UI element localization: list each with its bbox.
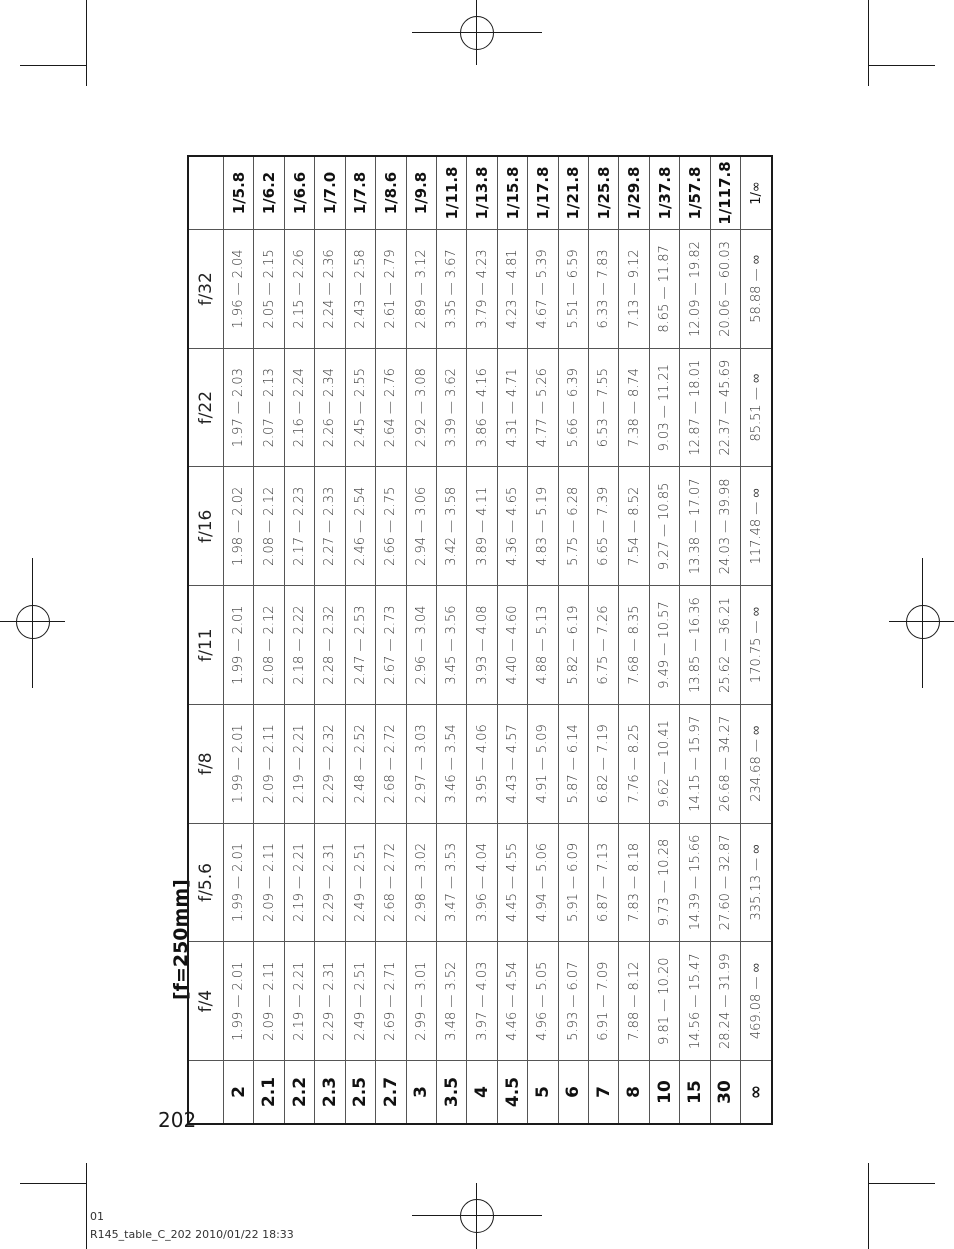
dof-range-cell: 9.62 — 10.41 (649, 704, 679, 823)
dof-range-cell: 14.15 — 15.97 (680, 704, 710, 823)
dof-range-cell: 2.49 — 2.51 (345, 823, 375, 942)
magnification-cell: 1/6.6 (284, 156, 314, 230)
dof-range-cell: 2.07 — 2.13 (254, 348, 284, 467)
registration-mark-top (460, 16, 494, 50)
dof-range-cell: 4.96 — 5.05 (528, 942, 558, 1061)
table-row (680, 156, 710, 1124)
dof-range-cell: 2.16 — 2.24 (284, 348, 314, 467)
dof-range-cell: 22.37 — 45.69 (710, 348, 740, 467)
table-row (467, 156, 497, 1124)
dof-range-cell: 3.39 — 3.62 (436, 348, 466, 467)
dof-range-cell: 2.08 — 2.12 (254, 467, 284, 586)
dof-range-cell: 27.60 — 32.87 (710, 823, 740, 942)
dof-range-cell: 6.87 — 7.13 (589, 823, 619, 942)
distance-cell: 5 (528, 1061, 558, 1125)
distance-cell: 2.2 (284, 1061, 314, 1125)
dof-range-cell: 6.82 — 7.19 (589, 704, 619, 823)
dof-range-cell: 1.99 — 2.01 (224, 586, 254, 705)
distance-cell: 2.3 (315, 1061, 345, 1125)
table-row (558, 156, 588, 1124)
dof-range-cell: 13.38 — 17.07 (680, 467, 710, 586)
magnification-cell: 1/15.8 (497, 156, 527, 230)
dof-range-cell: 4.77 — 5.26 (528, 348, 558, 467)
magnification-cell: 1/37.8 (649, 156, 679, 230)
magnification-cell: 1/7.0 (315, 156, 345, 230)
dof-range-cell: 2.09 — 2.11 (254, 823, 284, 942)
dof-range-cell: 4.40 — 4.60 (497, 586, 527, 705)
dof-range-cell: 4.91 — 5.09 (528, 704, 558, 823)
dof-range-cell: 5.75 — 6.28 (558, 467, 588, 586)
distance-cell: 8 (619, 1061, 649, 1125)
dof-range-cell: 2.66 — 2.75 (376, 467, 406, 586)
dof-range-cell: 9.03 — 11.21 (649, 348, 679, 467)
dof-range-cell: 1.99 — 2.01 (224, 823, 254, 942)
dof-range-cell: 3.35 — 3.67 (436, 230, 466, 349)
dof-range-cell: 2.26 — 2.34 (315, 348, 345, 467)
table-row (406, 156, 436, 1124)
table-row (649, 156, 679, 1124)
dof-range-cell: 7.38 — 8.74 (619, 348, 649, 467)
dof-range-cell: 6.65 — 7.39 (589, 467, 619, 586)
table-row (710, 156, 740, 1124)
magnification-cell: 1/∞ (741, 156, 772, 230)
dof-range-cell: 2.67 — 2.73 (376, 586, 406, 705)
table-row (436, 156, 466, 1124)
registration-mark-left (16, 605, 50, 639)
dof-range-cell: 2.43 — 2.58 (345, 230, 375, 349)
table-row (589, 156, 619, 1124)
dof-range-cell: 26.68 — 34.27 (710, 704, 740, 823)
dof-range-cell: 6.75 — 7.26 (589, 586, 619, 705)
aperture-header: f/16 (188, 467, 224, 586)
dof-range-cell: 2.69 — 2.71 (376, 942, 406, 1061)
dof-range-cell: 5.66 — 6.39 (558, 348, 588, 467)
dof-range-cell: 4.88 — 5.13 (528, 586, 558, 705)
table-row (376, 156, 406, 1124)
dof-range-cell: 2.48 — 2.52 (345, 704, 375, 823)
dof-range-cell: 5.91 — 6.09 (558, 823, 588, 942)
dof-range-cell: 6.33 — 7.83 (589, 230, 619, 349)
dof-range-cell: 7.13 — 9.12 (619, 230, 649, 349)
magnification-cell: 1/7.8 (345, 156, 375, 230)
dof-range-cell: 7.88 — 8.12 (619, 942, 649, 1061)
table-row (528, 156, 558, 1124)
table-row (497, 156, 527, 1124)
dof-range-cell: 4.83 — 5.19 (528, 467, 558, 586)
dof-range-cell: 2.68 — 2.72 (376, 823, 406, 942)
depth-of-field-table (187, 155, 773, 1125)
dof-range-cell: 3.95 — 4.06 (467, 704, 497, 823)
magnification-cell: 1/21.8 (558, 156, 588, 230)
aperture-header: f/32 (188, 230, 224, 349)
dof-range-cell: 28.24 — 31.99 (710, 942, 740, 1061)
distance-cell: 2.1 (254, 1061, 284, 1125)
dof-range-cell: 5.87 — 6.14 (558, 704, 588, 823)
dof-range-cell: 2.68 — 2.72 (376, 704, 406, 823)
dof-range-cell: 9.27 — 10.85 (649, 467, 679, 586)
aperture-header: f/5.6 (188, 823, 224, 942)
magnification-cell: 1/25.8 (589, 156, 619, 230)
table-row (741, 156, 772, 1124)
dof-range-cell: 4.45 — 4.55 (497, 823, 527, 942)
dof-range-cell: 2.05 — 2.15 (254, 230, 284, 349)
distance-cell: 2 (224, 1061, 254, 1125)
table-row (315, 156, 345, 1124)
dof-range-cell: 2.18 — 2.22 (284, 586, 314, 705)
page-number: 202 (158, 1108, 197, 1132)
dof-range-cell: 14.56 — 15.47 (680, 942, 710, 1061)
dof-range-cell: 2.98 — 3.02 (406, 823, 436, 942)
dof-range-cell: 12.87 — 18.01 (680, 348, 710, 467)
dof-range-cell: 2.97 — 3.03 (406, 704, 436, 823)
dof-range-cell: 2.49 — 2.51 (345, 942, 375, 1061)
dof-range-cell: 3.96 — 4.04 (467, 823, 497, 942)
dof-range-cell: 2.19 — 2.21 (284, 704, 314, 823)
distance-cell: 3.5 (436, 1061, 466, 1125)
dof-range-cell: 4.46 — 4.54 (497, 942, 527, 1061)
distance-cell: 2.7 (376, 1061, 406, 1125)
dof-range-cell: 4.31 — 4.71 (497, 348, 527, 467)
dof-range-cell: 1.98 — 2.02 (224, 467, 254, 586)
crop-mark (86, 0, 87, 86)
magnification-cell: 1/9.8 (406, 156, 436, 230)
dof-range-cell: 2.09 — 2.11 (254, 942, 284, 1061)
dof-range-cell: 6.91 — 7.09 (589, 942, 619, 1061)
dof-range-cell: 117.48 — ∞ (741, 467, 772, 586)
table-row (224, 156, 254, 1124)
crop-mark (868, 1163, 869, 1249)
dof-table-container (187, 155, 773, 1125)
crop-mark (20, 1183, 86, 1184)
dof-range-cell: 9.81 — 10.20 (649, 942, 679, 1061)
dof-range-cell: 2.94 — 3.06 (406, 467, 436, 586)
registration-mark-top (476, 0, 477, 65)
crop-mark (20, 65, 86, 66)
dof-range-cell: 3.48 — 3.52 (436, 942, 466, 1061)
aperture-header: f/11 (188, 586, 224, 705)
dof-range-cell: 7.83 — 8.18 (619, 823, 649, 942)
magnification-cell: 1/57.8 (680, 156, 710, 230)
dof-range-cell: 2.08 — 2.12 (254, 586, 284, 705)
dof-range-cell: 3.47 — 3.53 (436, 823, 466, 942)
dof-range-cell: 24.03 — 39.98 (710, 467, 740, 586)
print-slug-line: 01 (90, 1210, 104, 1223)
dof-range-cell: 4.94 — 5.06 (528, 823, 558, 942)
dof-range-cell: 7.54 — 8.52 (619, 467, 649, 586)
dof-range-cell: 2.15 — 2.26 (284, 230, 314, 349)
registration-mark-top (412, 32, 542, 33)
dof-range-cell: 2.24 — 2.36 (315, 230, 345, 349)
dof-range-cell: 20.06 — 60.03 (710, 230, 740, 349)
table-row (254, 156, 284, 1124)
table-row (284, 156, 314, 1124)
dof-range-cell: 4.67 — 5.39 (528, 230, 558, 349)
dof-range-cell: 1.96 — 2.04 (224, 230, 254, 349)
distance-cell: 10 (649, 1061, 679, 1125)
dof-range-cell: 85.51 — ∞ (741, 348, 772, 467)
dof-range-cell: 3.45 — 3.56 (436, 586, 466, 705)
distance-cell: 30 (710, 1061, 740, 1125)
dof-range-cell: 234.68 — ∞ (741, 704, 772, 823)
magnification-header (188, 156, 224, 230)
dof-range-cell: 9.49 — 10.57 (649, 586, 679, 705)
dof-range-cell: 2.96 — 3.04 (406, 586, 436, 705)
magnification-cell: 1/11.8 (436, 156, 466, 230)
dof-range-cell: 2.19 — 2.21 (284, 942, 314, 1061)
dof-range-cell: 2.29 — 2.31 (315, 823, 345, 942)
dof-range-cell: 5.82 — 6.19 (558, 586, 588, 705)
distance-cell: 2.5 (345, 1061, 375, 1125)
distance-cell: 7 (589, 1061, 619, 1125)
registration-mark-bottom (476, 1183, 477, 1249)
dof-range-cell: 1.99 — 2.01 (224, 704, 254, 823)
table-row (619, 156, 649, 1124)
dof-range-cell: 4.36 — 4.65 (497, 467, 527, 586)
print-slug-line: R145_table_C_202 2010/01/22 18:33 (90, 1228, 294, 1241)
magnification-cell: 1/5.8 (224, 156, 254, 230)
aperture-header: f/22 (188, 348, 224, 467)
dof-range-cell: 13.85 — 16.36 (680, 586, 710, 705)
distance-cell: 3 (406, 1061, 436, 1125)
dof-range-cell: 2.47 — 2.53 (345, 586, 375, 705)
dof-range-cell: 2.29 — 2.32 (315, 704, 345, 823)
dof-range-cell: 2.99 — 3.01 (406, 942, 436, 1061)
registration-mark-bottom (460, 1199, 494, 1233)
crop-mark (86, 1163, 87, 1249)
dof-range-cell: 2.17 — 2.23 (284, 467, 314, 586)
dof-range-cell: 2.45 — 2.55 (345, 348, 375, 467)
magnification-cell: 1/8.6 (376, 156, 406, 230)
dof-range-cell: 170.75 — ∞ (741, 586, 772, 705)
crop-mark (869, 65, 935, 66)
table-row (345, 156, 375, 1124)
dof-range-cell: 469.08 — ∞ (741, 942, 772, 1061)
dof-range-cell: 2.92 — 3.08 (406, 348, 436, 467)
dof-range-cell: 3.93 — 4.08 (467, 586, 497, 705)
print-slug (90, 1208, 294, 1244)
dof-range-cell: 335.13 — ∞ (741, 823, 772, 942)
dof-range-cell: 5.93 — 6.07 (558, 942, 588, 1061)
distance-cell: 6 (558, 1061, 588, 1125)
dof-range-cell: 58.88 — ∞ (741, 230, 772, 349)
dof-range-cell: 2.09 — 2.11 (254, 704, 284, 823)
dof-range-cell: 2.29 — 2.31 (315, 942, 345, 1061)
magnification-cell: 1/17.8 (528, 156, 558, 230)
aperture-header-row (188, 156, 224, 1124)
crop-mark (869, 1183, 935, 1184)
distance-cell: 4.5 (497, 1061, 527, 1125)
dof-range-cell: 7.68 — 8.35 (619, 586, 649, 705)
registration-mark-right (906, 605, 940, 639)
dof-range-cell: 2.46 — 2.54 (345, 467, 375, 586)
registration-mark-bottom (412, 1215, 542, 1216)
crop-mark (868, 0, 869, 86)
dof-range-cell: 7.76 — 8.25 (619, 704, 649, 823)
dof-range-cell: 2.28 — 2.32 (315, 586, 345, 705)
aperture-header: f/4 (188, 942, 224, 1061)
dof-range-cell: 3.42 — 3.58 (436, 467, 466, 586)
dof-range-cell: 3.46 — 3.54 (436, 704, 466, 823)
dof-range-cell: 3.79 — 4.23 (467, 230, 497, 349)
dof-range-cell: 3.97 — 4.03 (467, 942, 497, 1061)
dof-range-cell: 25.62 — 36.21 (710, 586, 740, 705)
dof-range-cell: 8.65 — 11.87 (649, 230, 679, 349)
magnification-cell: 1/29.8 (619, 156, 649, 230)
section-title-text: [f=250mm] (170, 879, 192, 1000)
dof-range-cell: 2.27 — 2.33 (315, 467, 345, 586)
dof-range-cell: 1.99 — 2.01 (224, 942, 254, 1061)
aperture-header: f/8 (188, 704, 224, 823)
dof-range-cell: 12.09 — 19.82 (680, 230, 710, 349)
dof-range-cell: 3.86 — 4.16 (467, 348, 497, 467)
table-body (224, 156, 773, 1124)
dof-range-cell: 4.23 — 4.81 (497, 230, 527, 349)
dof-range-cell: 2.19 — 2.21 (284, 823, 314, 942)
distance-cell: 15 (680, 1061, 710, 1125)
registration-mark-right (922, 558, 923, 688)
registration-mark-left (32, 558, 33, 688)
dof-range-cell: 9.73 — 10.28 (649, 823, 679, 942)
magnification-cell: 1/117.8 (710, 156, 740, 230)
dof-range-cell: 3.89 — 4.11 (467, 467, 497, 586)
dof-range-cell: 1.97 — 2.03 (224, 348, 254, 467)
distance-cell: 4 (467, 1061, 497, 1125)
dof-range-cell: 6.53 — 7.55 (589, 348, 619, 467)
dof-range-cell: 5.51 — 6.59 (558, 230, 588, 349)
dof-range-cell: 2.61 — 2.79 (376, 230, 406, 349)
dof-range-cell: 2.89 — 3.12 (406, 230, 436, 349)
magnification-cell: 1/6.2 (254, 156, 284, 230)
dof-range-cell: 14.39 — 15.66 (680, 823, 710, 942)
magnification-cell: 1/13.8 (467, 156, 497, 230)
dof-range-cell: 4.43 — 4.57 (497, 704, 527, 823)
dof-range-cell: 2.64 — 2.76 (376, 348, 406, 467)
distance-cell: ∞ (741, 1061, 772, 1125)
